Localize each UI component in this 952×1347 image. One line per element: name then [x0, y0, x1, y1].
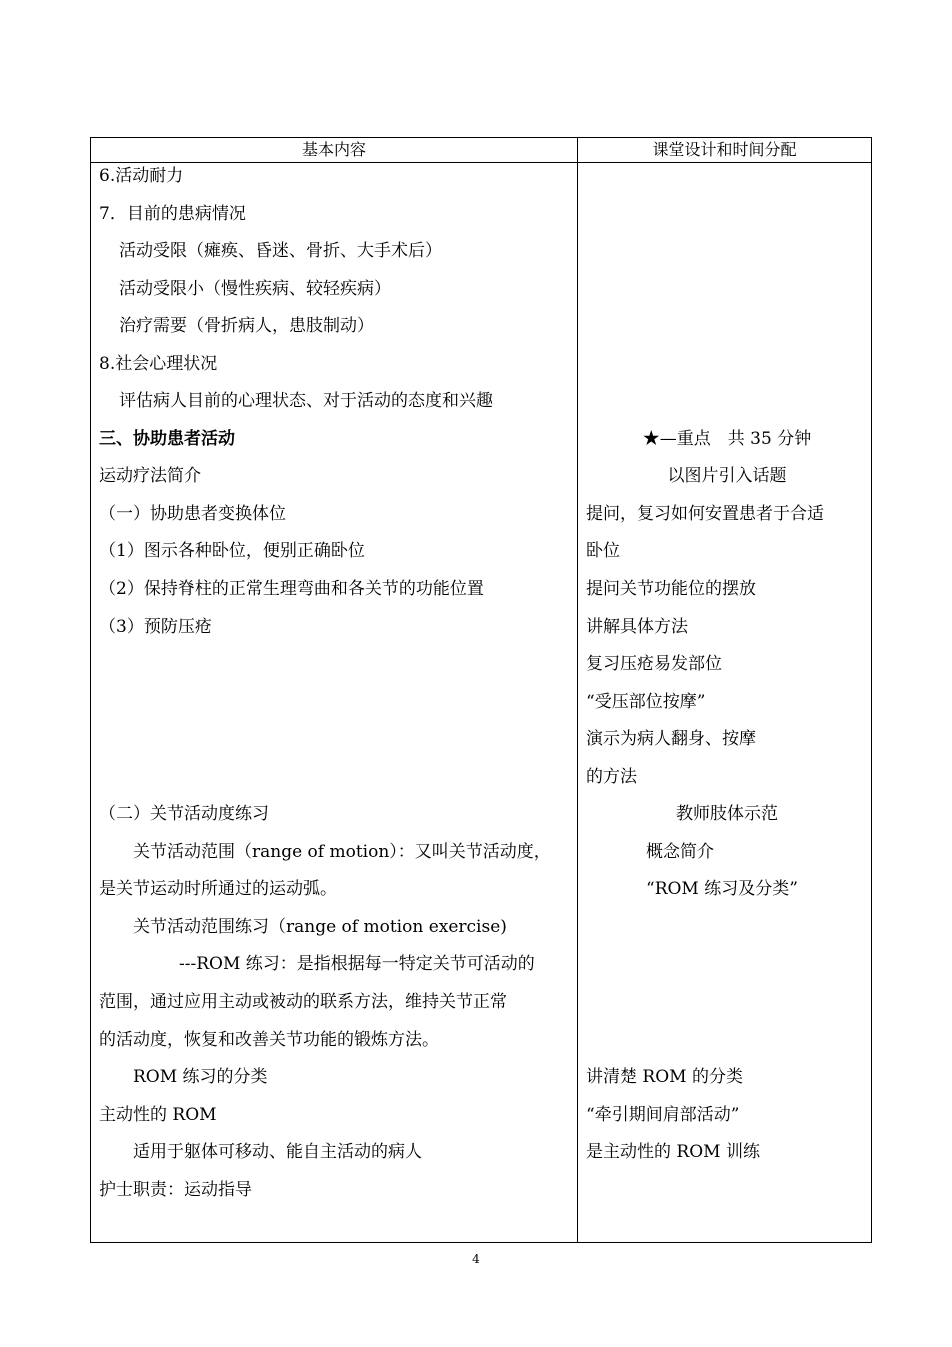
left-line	[99, 764, 571, 802]
left-line: 治疗需要（骨折病人，患肢制动）	[119, 316, 374, 337]
left-line: 8.社会心理状况	[99, 353, 218, 374]
lesson-table	[90, 137, 872, 1243]
right-line: “牵引期间肩部活动”	[586, 1104, 740, 1125]
right-line: 以图片引入话题	[667, 466, 787, 487]
header-class-design: 课堂设计和时间分配	[652, 140, 797, 159]
left-line: 范围，通过应用主动或被动的联系方法，维持关节正常	[99, 992, 507, 1013]
right-line	[586, 238, 868, 276]
right-line	[586, 313, 868, 351]
header-basic-content: 基本内容	[301, 140, 366, 159]
right-line: 提问，复习如何安置患者于合适	[586, 503, 824, 524]
left-line	[99, 689, 571, 727]
right-line	[586, 951, 868, 989]
right-line	[586, 351, 868, 389]
left-line: 主动性的 ROM	[99, 1104, 217, 1125]
left-column	[99, 163, 571, 1214]
right-line: 提问关节功能位的摆放	[586, 579, 756, 600]
key-point-note: ★—重点 共 35 分钟	[642, 428, 812, 449]
left-line: （2）保持脊柱的正常生理弯曲和各关节的功能位置	[99, 579, 484, 600]
left-line: （1）图示各种卧位，便别正确卧位	[99, 541, 365, 562]
right-line: “受压部位按摩”	[586, 691, 706, 712]
column-divider	[577, 138, 578, 1242]
right-line: 讲解具体方法	[586, 616, 688, 637]
right-line	[586, 163, 868, 201]
left-line: ROM 练习的分类	[133, 1067, 268, 1088]
left-line: 是关节运动时所通过的运动弧。	[99, 879, 337, 900]
left-line: （3）预防压疮	[99, 616, 212, 637]
right-line: 复习压疮易发部位	[586, 654, 722, 675]
left-line: 关节活动范围（range of motion）：又叫关节活动度，	[133, 841, 551, 862]
right-line: 卧位	[586, 541, 620, 562]
left-line: 关节活动范围练习（range of motion exercise)	[133, 916, 507, 937]
left-line: 护士职责：运动指导	[99, 1179, 252, 1200]
left-line: 的活动度，恢复和改善关节功能的锻炼方法。	[99, 1029, 439, 1050]
right-line	[586, 201, 868, 239]
right-line: 概念简介	[646, 841, 714, 862]
left-line: 评估病人目前的心理状态、对于活动的态度和兴趣	[119, 391, 493, 412]
right-line	[586, 989, 868, 1027]
right-line	[586, 914, 868, 952]
right-line	[586, 1027, 868, 1065]
left-line: （一）协助患者变换体位	[99, 503, 286, 524]
left-line: 活动受限（瘫痪、昏迷、骨折、大手术后）	[119, 241, 442, 262]
right-line	[586, 276, 868, 314]
right-line: 教师肢体示范	[676, 804, 778, 825]
left-line	[99, 726, 571, 764]
right-line: 演示为病人翻身、按摩	[586, 729, 756, 750]
right-line	[586, 1177, 868, 1215]
right-line: 的方法	[586, 766, 637, 787]
left-line: 7．目前的患病情况	[99, 203, 246, 224]
right-line: “ROM 练习及分类”	[646, 879, 798, 900]
right-column	[586, 163, 868, 1214]
left-line: 适用于躯体可移动、能自主活动的病人	[133, 1142, 422, 1163]
left-line: 活动受限小（慢性疾病、较轻疾病）	[119, 278, 391, 299]
left-line: ---ROM 练习：是指根据每一特定关节可活动的	[179, 954, 535, 975]
section-heading: 三、协助患者活动	[99, 428, 235, 449]
right-line: 讲清楚 ROM 的分类	[586, 1067, 743, 1088]
left-line: 6.活动耐力	[99, 166, 184, 186]
right-line	[586, 388, 868, 426]
page-number: 4	[472, 1252, 480, 1266]
left-line	[99, 651, 571, 689]
left-line: （二）关节活动度练习	[99, 804, 269, 825]
right-line: 是主动性的 ROM 训练	[586, 1142, 760, 1163]
left-line: 运动疗法简介	[99, 466, 201, 487]
